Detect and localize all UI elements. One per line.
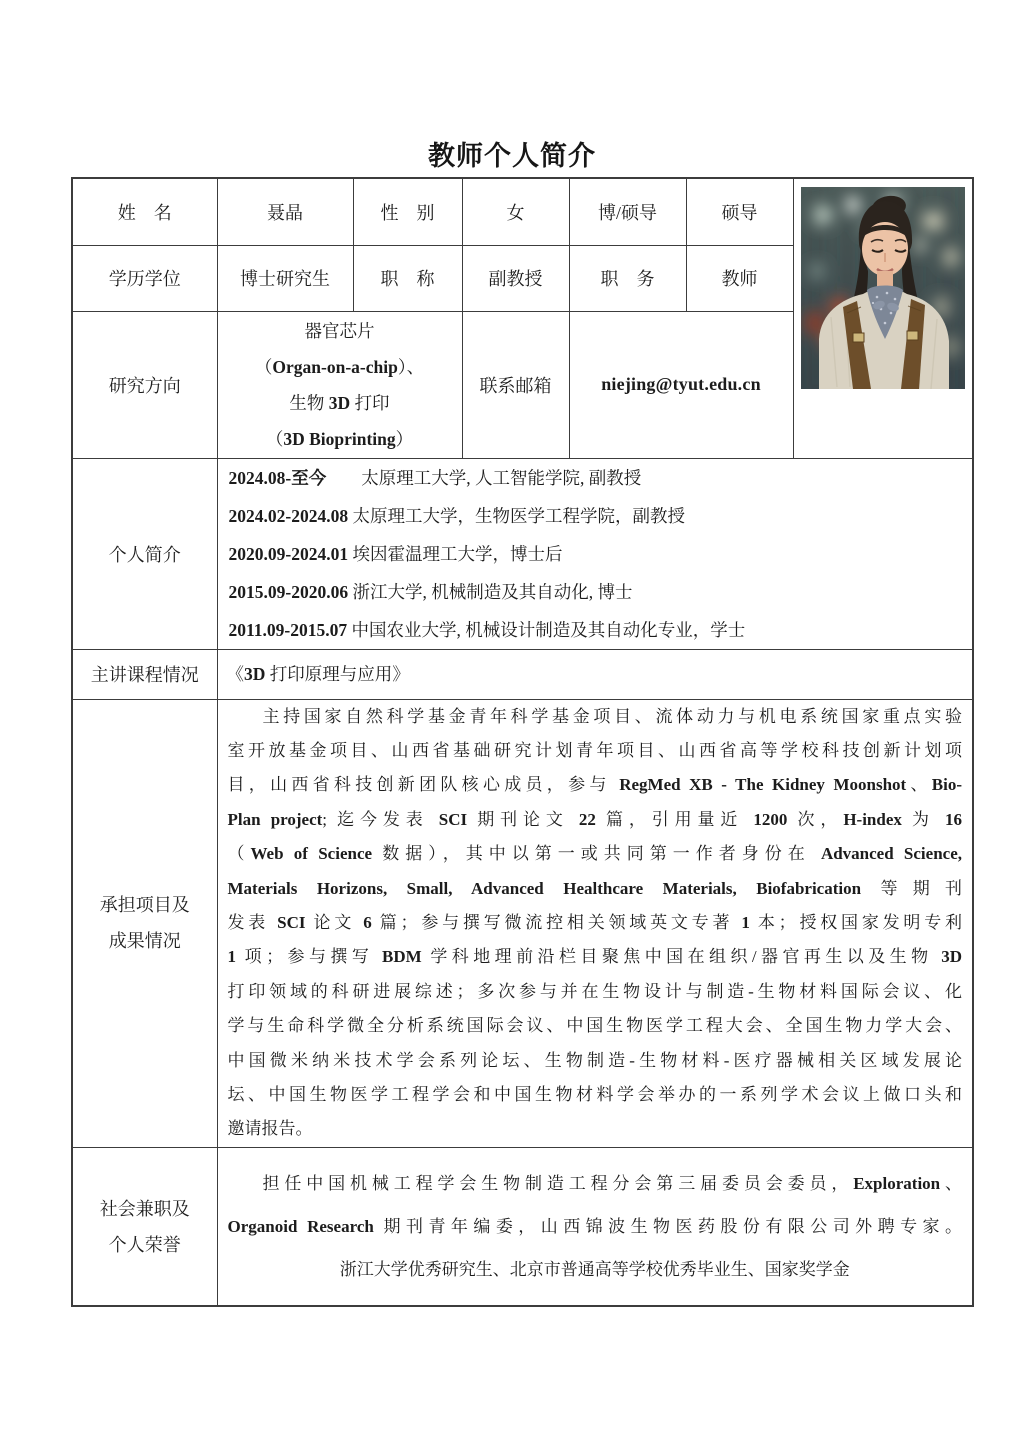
label-gender: 性 别 <box>353 178 462 245</box>
value-gender: 女 <box>462 178 569 245</box>
value-social: 担任中国机械工程学会生物制造工程分会第三届委员会委员，Exploration、 Organoid Research 期刊青年编委，山西锦波生物医药股份有限公司外聘专家。 浙江大学优秀研究生、北京市普通高等学校优秀毕业生、国家奖学金 <box>217 1147 973 1306</box>
label-title: 职 称 <box>353 245 462 311</box>
value-research-direction: 器官芯片 （Organ-on-a-chip）、 生物 3D 打印 （3D Bioprinting） <box>217 311 462 458</box>
label-social-line2: 个人荣誉 <box>108 1234 181 1255</box>
value-bio: 2024.08-至今 太原理工大学, 人工智能学院, 副教授 2024.02-2024.08 太原理工大学，生物医学工程学院，副教授 2020.09-2024.01 埃因霍温理工大学，博士后 2015.09-2020.06 浙江大学, 机械制造及其自动化, 博士 2011.09-2015.07 中国农业大学, 机械设计制造及其自动化专业，学士 <box>217 458 973 649</box>
teacher-photo <box>801 187 965 389</box>
label-projects-line2: 成果情况 <box>108 931 181 952</box>
value-title: 副教授 <box>462 245 569 311</box>
value-email: niejing@tyut.edu.cn <box>569 311 793 458</box>
label-bio: 个人简介 <box>72 458 217 649</box>
label-degree: 学历学位 <box>72 245 217 311</box>
label-social <box>72 1147 217 1306</box>
value-position: 教师 <box>686 245 793 311</box>
label-name: 姓 名 <box>72 178 217 245</box>
label-projects <box>72 699 217 1147</box>
label-courses: 主讲课程情况 <box>72 649 217 699</box>
value-degree: 博士研究生 <box>217 245 353 311</box>
row-basic-1 <box>72 178 973 245</box>
label-position: 职 务 <box>569 245 686 311</box>
row-projects <box>72 699 973 1147</box>
profile-table <box>71 177 974 1307</box>
label-projects-line1: 承担项目及 <box>99 895 190 916</box>
value-supervisor-type: 硕导 <box>686 178 793 245</box>
value-name: 聂晶 <box>217 178 353 245</box>
label-social-line1: 社会兼职及 <box>99 1198 190 1219</box>
row-courses <box>72 649 973 699</box>
page-title: 教师个人简介 <box>428 141 596 171</box>
value-courses: 《3D 打印原理与应用》 <box>217 649 973 699</box>
label-email: 联系邮箱 <box>462 311 569 458</box>
photo-cell <box>793 178 973 458</box>
label-supervisor-type: 博/硕导 <box>569 178 686 245</box>
label-research-direction: 研究方向 <box>72 311 217 458</box>
row-bio <box>72 458 973 649</box>
row-social <box>72 1147 973 1306</box>
value-projects: 主持国家自然科学基金青年科学基金项目、流体动力与机电系统国家重点实验 室开放基金项目、山西省基础研究计划青年项目、山西省高等学校科技创新计划项 目，山西省科技创新团队核心成员，参与 RegMed XB - The Kidney Moonshot、Bio- Plan project; 迄今发表 SCI 期刊论文 22 篇，引用量近 1200 次，H-index 为 16 （Web of Science 数据），其中以第一或共同第一作者身份在 Advanced Science, Materials Horizons, Small, Advanced Healthcare Materials, Biofabrication 等期刊 发表 SCI 论文 6 篇；参与撰写微流控相关领域英文专著 1 本；授权国家发明专利 1 项；参与撰写 BDM 学科地理前沿栏目聚焦中国在组织/器官再生以及生物 3D 打印领域的科研进展综述；多次参与并在生物设计与制造-生物材料国际会议、化 学与生命科学微全分析系统国际会议、中国生物医学工程大会、全国生物力学大会、 中国微米纳米技术学会系列论坛、生物制造-生物材料-医疗器械相关区域发展论 坛、中国生物医学工程学会和中国生物材料学会举办的一系列学术会议上做口头和 邀请报告。 <box>217 699 973 1147</box>
